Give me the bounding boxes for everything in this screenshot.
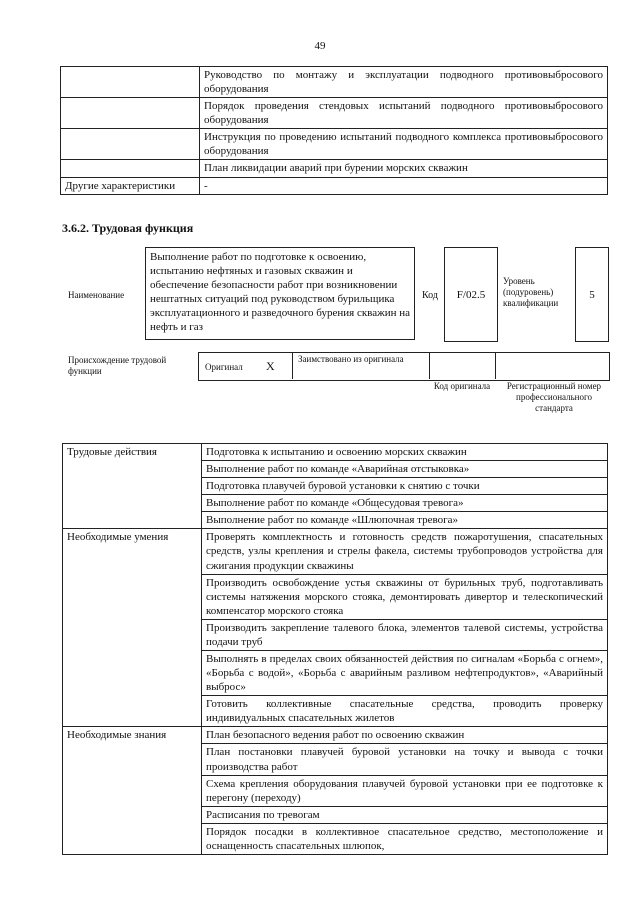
divider <box>292 352 293 379</box>
divider <box>429 352 430 379</box>
code-value: F/02.5 <box>444 247 498 342</box>
level-label: Уровень (подуровень) квалификации <box>503 276 559 308</box>
table-row <box>61 160 608 177</box>
table-cell <box>61 129 200 160</box>
list-item: План постановки плавучей буровой установки на точку и вывода с точки производства работ <box>202 744 608 775</box>
table-cell <box>61 98 200 129</box>
section-title: Необходимые знания <box>63 727 202 855</box>
level-value: 5 <box>575 247 609 342</box>
list-item: Проверять комплектность и готовность средств пожаротушения, спасательных средств, узлы крепления и стрелы факела, системы трубопроводов устройства для сжигания продукции скважины <box>202 529 608 574</box>
table-row <box>61 67 608 98</box>
list-item: Готовить коллективные спасательные средства, проводить проверку индивидуальных спасательных жилетов <box>202 696 608 727</box>
list-item: Расписания по тревогам <box>202 806 608 823</box>
table-row <box>61 177 608 194</box>
list-item: Производить освобождение устья скважины от бурильных труб, подготавливать системы натяжения морского стояка, демонтировать дивертор и телескопический компенсатор морского стояка <box>202 574 608 619</box>
divider <box>495 352 496 379</box>
name-label: Наименование <box>68 290 125 300</box>
table-cell: Руководство по монтажу и эксплуатации подводного противовыбросового оборудования <box>200 67 608 98</box>
origin-label: Происхождение трудовой функции <box>68 355 167 376</box>
list-item: Подготовка к испытанию и освоению морских скважин <box>202 444 608 461</box>
table-cell <box>61 67 200 98</box>
borrowed-label: Заимствовано из оригинала <box>298 354 404 364</box>
list-item: Выполнение работ по команде «Аварийная отстыковка» <box>202 461 608 478</box>
table-cell <box>61 160 200 177</box>
other-characteristics-value: - <box>200 177 608 194</box>
table-row <box>63 529 608 574</box>
table-cell: Порядок проведения стендовых испытаний подводного противовыбросового оборудования <box>200 98 608 129</box>
list-item: Выполнять в пределах своих обязанностей действия по сигналам «Борьба с огнем», «Борьба с водой», «Борьба с аварийным разливом нефтепродуктов», «Аварийный выброс» <box>202 651 608 696</box>
list-item: План безопасного ведения работ по освоению скважин <box>202 727 608 744</box>
original-code-caption: Код оригинала <box>433 381 491 391</box>
function-name: Выполнение работ по подготовке к освоению, испытанию нефтяных и газовых скважин и обеспечение безопасности работ при возникновении нештатных ситуаций под руководством бурильщика эксплуатационного и разведочного бурения скважин на нефть и газ <box>145 247 415 340</box>
original-mark: X <box>266 359 275 373</box>
code-label: Код <box>422 290 438 301</box>
page-number: 49 <box>314 40 326 52</box>
table-cell: Инструкция по проведению испытаний подводного комплекса противовыбросового оборудования <box>200 129 608 160</box>
qualification-documents-table <box>60 66 608 195</box>
table-row <box>63 727 608 744</box>
table-row <box>61 98 608 129</box>
original-label: Оригинал <box>205 362 243 372</box>
table-cell: План ликвидации аварий при бурении морских скважин <box>200 160 608 177</box>
section-title: Трудовые действия <box>63 444 202 529</box>
labor-function-table <box>62 443 608 855</box>
table-row <box>61 129 608 160</box>
list-item: Выполнение работ по команде «Общесудовая тревога» <box>202 495 608 512</box>
section-heading: 3.6.2. Трудовая функция <box>62 221 194 235</box>
other-characteristics-label: Другие характеристики <box>61 177 200 194</box>
list-item: Подготовка плавучей буровой установки к снятию с точки <box>202 478 608 495</box>
list-item: Выполнение работ по команде «Шлюпочная тревога» <box>202 512 608 529</box>
list-item: Схема крепления оборудования плавучей буровой установки при ее подготовке к перегону (переходу) <box>202 775 608 806</box>
registration-number-caption: Регистрационный номер профессионального стандарта <box>506 381 602 413</box>
table-row <box>63 444 608 461</box>
section-title: Необходимые умения <box>63 529 202 727</box>
list-item: Производить закрепление талевого блока, элементов талевой системы, устройства подачи труб <box>202 619 608 650</box>
list-item: Порядок посадки в коллективное спасательное средство, местоположение и оснащенность спасательных шлюпок, <box>202 823 608 854</box>
